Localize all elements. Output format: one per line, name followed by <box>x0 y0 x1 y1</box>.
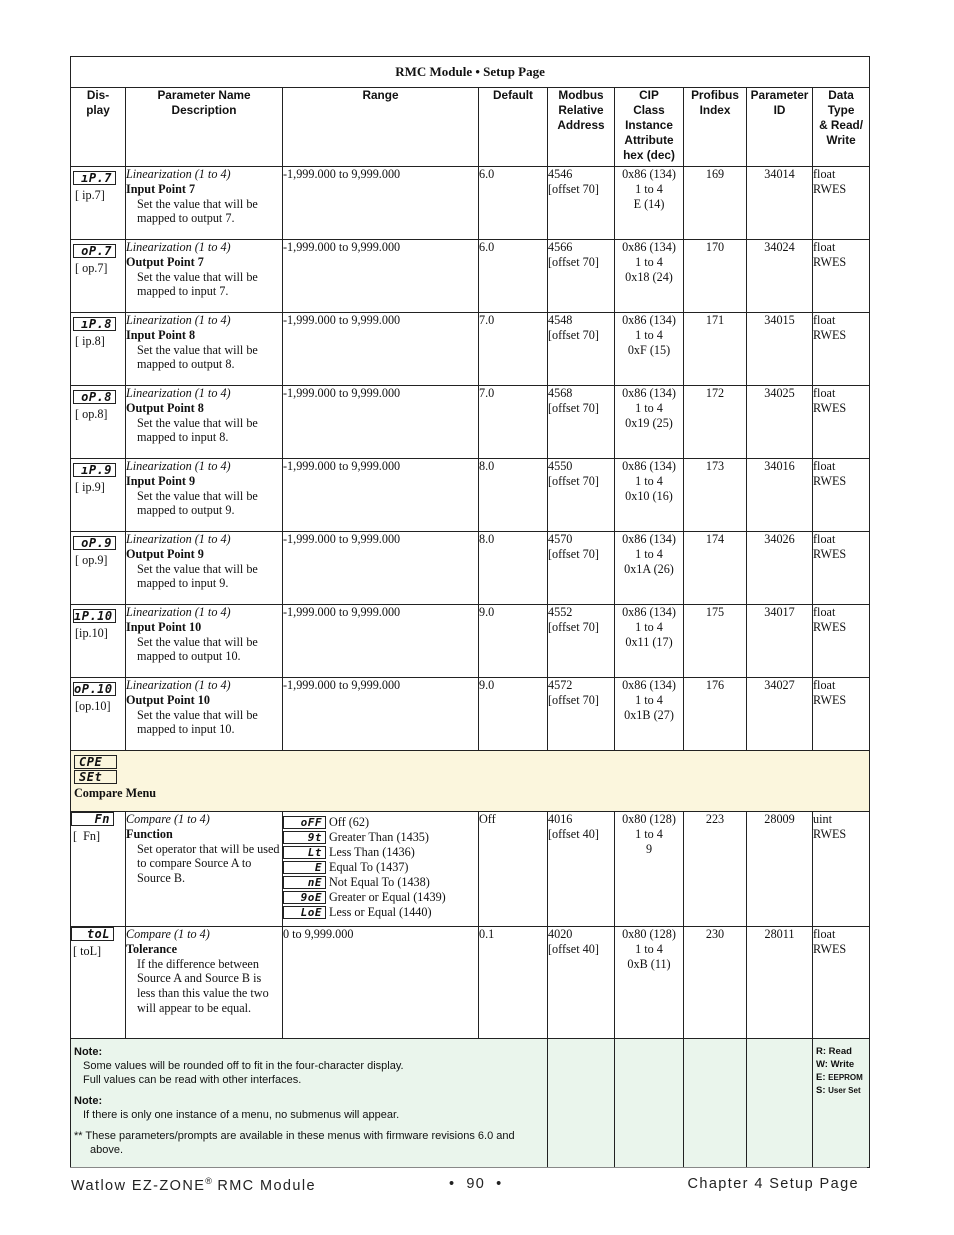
legend-value: EEPROM <box>828 1073 863 1082</box>
legend-cell <box>813 1039 870 1168</box>
table-row <box>71 313 870 386</box>
modbus-offset: [offset 40] <box>548 941 599 956</box>
parameter-group: Linearization (1 to 4) <box>126 605 231 619</box>
data-type: uint <box>813 812 832 826</box>
data-type-cell <box>813 927 870 1039</box>
notes-empty-cell <box>747 1039 813 1168</box>
note-text: Some values will be rounded off to fit in the four-character display. <box>83 1060 404 1072</box>
option-label: Equal To (1437) <box>329 860 409 875</box>
data-type-cell <box>813 812 870 927</box>
profibus-cell: 223 <box>684 812 747 927</box>
table-title: RMC Module • Setup Page <box>71 57 870 88</box>
modbus-cell <box>548 240 615 313</box>
footer-module: RMC Module <box>211 1177 316 1194</box>
parameter-description: Set the value that will be mapped to input 7. <box>137 269 258 299</box>
profibus-cell: 230 <box>684 927 747 1039</box>
parameter-cell <box>126 678 283 751</box>
param-id-cell: 34025 <box>747 386 813 459</box>
modbus-cell <box>548 927 615 1039</box>
parameter-name: Output Point 7 <box>126 254 204 269</box>
parameter-cell <box>126 167 283 240</box>
cip-attribute: 0x10 (16) <box>625 488 673 503</box>
parameter-description: Set the value that will be mapped to input 8. <box>137 415 258 445</box>
range-cell <box>283 812 479 927</box>
notes-empty-cell <box>548 1039 615 1168</box>
parameter-description: If the difference between Source A and Source B is less than this value the two will appear to be equal. <box>137 956 269 1015</box>
cip-instance: 1 to 4 <box>635 327 663 342</box>
data-type: float <box>813 678 836 692</box>
modbus-offset: [offset 70] <box>548 473 599 488</box>
header-range: Range <box>283 88 479 167</box>
function-option <box>283 815 478 830</box>
function-option <box>283 905 478 920</box>
cip-cell <box>615 812 684 927</box>
cip-attribute: 0x1A (26) <box>624 561 674 576</box>
range-cell: 0 to 9,999.000 <box>283 927 479 1039</box>
param-id-cell: 34027 <box>747 678 813 751</box>
table-row <box>71 459 870 532</box>
header-modbus: Modbus Relative Address <box>548 88 615 167</box>
cip-instance: 1 to 4 <box>635 826 663 841</box>
default-cell: 0.1 <box>479 927 548 1039</box>
modbus-address: 4548 <box>548 313 573 327</box>
legend-key: E: <box>816 1072 826 1083</box>
lcd-prompt: ıP.7 <box>73 171 116 185</box>
range-cell: -1,999.000 to 9,999.000 <box>283 167 479 240</box>
option-label: Greater Than (1435) <box>329 830 429 845</box>
default-cell: Off <box>479 812 548 927</box>
cip-instance: 1 to 4 <box>635 400 663 415</box>
param-id-cell: 34016 <box>747 459 813 532</box>
cip-instance: 1 to 4 <box>635 546 663 561</box>
footer-product: Watlow EZ-ZONE <box>71 1177 206 1194</box>
modbus-address: 4550 <box>548 459 573 473</box>
data-type-cell <box>813 678 870 751</box>
cip-class: 0x86 (134) <box>622 240 676 254</box>
profibus-cell: 173 <box>684 459 747 532</box>
modbus-offset: [offset 70] <box>548 400 599 415</box>
footer-chapter: Chapter 4 Setup Page <box>687 1176 859 1192</box>
function-option <box>283 875 478 890</box>
parameter-cell <box>126 240 283 313</box>
cip-attribute: 0x18 (24) <box>625 269 673 284</box>
cip-instance: 1 to 4 <box>635 692 663 707</box>
option-label: Greater or Equal (1439) <box>329 890 446 905</box>
option-lcd: E <box>283 861 326 874</box>
parameter-cell <box>126 386 283 459</box>
default-cell: 6.0 <box>479 240 548 313</box>
option-label: Not Equal To (1438) <box>329 875 430 890</box>
display-cell <box>71 927 126 1039</box>
option-lcd: 9oE <box>283 891 326 904</box>
modbus-cell <box>548 459 615 532</box>
profibus-cell: 171 <box>684 313 747 386</box>
profibus-cell: 176 <box>684 678 747 751</box>
function-option <box>283 845 478 860</box>
cip-instance: 1 to 4 <box>635 619 663 634</box>
cip-class: 0x86 (134) <box>622 678 676 692</box>
display-cell <box>71 812 126 927</box>
lcd-prompt: ıP.9 <box>73 463 116 477</box>
header-data-type: Data Type & Read/ Write <box>813 88 870 167</box>
table-row <box>71 167 870 240</box>
parameter-group: Linearization (1 to 4) <box>126 386 231 400</box>
parameter-cell <box>126 313 283 386</box>
range-cell: -1,999.000 to 9,999.000 <box>283 313 479 386</box>
modbus-cell <box>548 386 615 459</box>
table-row <box>71 605 870 678</box>
modbus-cell <box>548 678 615 751</box>
cip-cell <box>615 605 684 678</box>
display-cell <box>71 605 126 678</box>
default-cell: 8.0 <box>479 459 548 532</box>
parameter-cell <box>126 532 283 605</box>
menu-lcd-cpe: CPE <box>74 755 117 769</box>
note-heading: Note: <box>74 1046 103 1058</box>
parameter-name: Input Point 7 <box>126 181 196 196</box>
read-write: RWES <box>813 400 847 415</box>
function-option <box>283 860 478 875</box>
prompt-code: [ ip.7] <box>75 187 105 202</box>
prompt-code: [ op.9] <box>75 552 108 567</box>
data-type-cell <box>813 240 870 313</box>
read-write: RWES <box>813 327 847 342</box>
read-write: RWES <box>813 941 847 956</box>
cip-cell <box>615 313 684 386</box>
data-type: float <box>813 313 836 327</box>
range-cell: -1,999.000 to 9,999.000 <box>283 386 479 459</box>
header-name: Parameter Name Description <box>126 88 283 167</box>
cip-attribute: 0x19 (25) <box>625 415 673 430</box>
parameter-description: Set the value that will be mapped to input 9. <box>137 561 258 591</box>
note-text: above. <box>90 1144 124 1156</box>
parameter-description: Set the value that will be mapped to output 9. <box>137 488 258 518</box>
header-param-id: Parameter ID <box>747 88 813 167</box>
notes-cell <box>71 1039 548 1168</box>
modbus-offset: [offset 70] <box>548 692 599 707</box>
read-write: RWES <box>813 181 847 196</box>
parameter-name: Input Point 9 <box>126 473 196 488</box>
modbus-address: 4552 <box>548 605 573 619</box>
data-type-cell <box>813 386 870 459</box>
cip-class: 0x80 (128) <box>622 812 676 826</box>
modbus-address: 4568 <box>548 386 573 400</box>
profibus-cell: 170 <box>684 240 747 313</box>
parameter-group: Linearization (1 to 4) <box>126 167 231 181</box>
footer-rule <box>70 1167 867 1168</box>
range-cell: -1,999.000 to 9,999.000 <box>283 240 479 313</box>
option-lcd: oFF <box>283 816 326 829</box>
lcd-prompt: toL <box>71 927 114 941</box>
option-lcd: Lt <box>283 846 326 859</box>
default-cell: 7.0 <box>479 386 548 459</box>
lcd-prompt: oP.9 <box>73 536 116 550</box>
read-write: RWES <box>813 826 847 841</box>
display-cell <box>71 313 126 386</box>
parameter-cell <box>126 605 283 678</box>
compare-menu-cell <box>71 751 870 812</box>
parameter-name: Input Point 8 <box>126 327 196 342</box>
cip-cell <box>615 532 684 605</box>
notes-empty-cell <box>684 1039 747 1168</box>
modbus-cell <box>548 812 615 927</box>
data-type: float <box>813 459 836 473</box>
legend-key: R: <box>816 1046 827 1057</box>
compare-menu-row <box>71 751 870 812</box>
header-display: Dis- play <box>71 88 126 167</box>
range-cell: -1,999.000 to 9,999.000 <box>283 532 479 605</box>
param-id-cell: 34026 <box>747 532 813 605</box>
notes-empty-cell <box>615 1039 684 1168</box>
lcd-prompt: ıP.8 <box>73 317 116 331</box>
cip-class: 0x86 (134) <box>622 313 676 327</box>
param-id-cell: 28011 <box>747 927 813 1039</box>
modbus-offset: [offset 70] <box>548 181 599 196</box>
parameter-cell <box>126 927 283 1039</box>
cip-cell <box>615 386 684 459</box>
legend-key: S: <box>816 1085 826 1096</box>
parameter-group: Linearization (1 to 4) <box>126 459 231 473</box>
profibus-cell: 169 <box>684 167 747 240</box>
page-number: • 90 • <box>449 1176 503 1192</box>
profibus-cell: 172 <box>684 386 747 459</box>
parameter-group: Linearization (1 to 4) <box>126 240 231 254</box>
profibus-cell: 175 <box>684 605 747 678</box>
display-cell <box>71 532 126 605</box>
menu-lcd-set: SEt <box>74 770 117 784</box>
default-cell: 9.0 <box>479 605 548 678</box>
modbus-address: 4572 <box>548 678 573 692</box>
cip-attribute: 0xB (11) <box>627 956 671 971</box>
lcd-prompt: oP.8 <box>73 390 116 404</box>
prompt-code: [ ip.9] <box>75 479 105 494</box>
cip-class: 0x80 (128) <box>622 927 676 941</box>
data-type: float <box>813 386 836 400</box>
option-lcd: 9t <box>283 831 326 844</box>
data-type: float <box>813 240 836 254</box>
modbus-cell <box>548 605 615 678</box>
param-id-cell: 34024 <box>747 240 813 313</box>
header-default: Default <box>479 88 548 167</box>
param-id-cell: 28009 <box>747 812 813 927</box>
table-row-tolerance <box>71 927 870 1039</box>
modbus-cell <box>548 167 615 240</box>
cip-cell <box>615 240 684 313</box>
default-cell: 7.0 <box>479 313 548 386</box>
modbus-offset: [offset 40] <box>548 826 599 841</box>
parameter-name: Function <box>126 826 173 841</box>
data-type: float <box>813 167 836 181</box>
modbus-address: 4546 <box>548 167 573 181</box>
read-write: RWES <box>813 473 847 488</box>
data-type-cell <box>813 459 870 532</box>
lcd-prompt: ıP.10 <box>73 609 116 623</box>
cip-cell <box>615 459 684 532</box>
prompt-code: [ op.7] <box>75 260 108 275</box>
modbus-address: 4570 <box>548 532 573 546</box>
prompt-code: [ op.8] <box>75 406 108 421</box>
note-text: Full values can be read with other interfaces. <box>83 1074 302 1086</box>
range-cell: -1,999.000 to 9,999.000 <box>283 459 479 532</box>
data-type-cell <box>813 167 870 240</box>
header-profibus: Profibus Index <box>684 88 747 167</box>
parameter-cell <box>126 459 283 532</box>
cip-cell <box>615 678 684 751</box>
note-heading: Note: <box>74 1095 103 1107</box>
function-options <box>283 815 478 920</box>
cip-instance: 1 to 4 <box>635 181 663 196</box>
cip-attribute: 0x1B (27) <box>624 707 674 722</box>
legend-value: Read <box>828 1046 852 1057</box>
param-id-cell: 34015 <box>747 313 813 386</box>
registered-mark: ® <box>205 1176 212 1186</box>
option-lcd: nE <box>283 876 326 889</box>
parameter-group: Linearization (1 to 4) <box>126 313 231 327</box>
default-cell: 6.0 <box>479 167 548 240</box>
cip-class: 0x86 (134) <box>622 532 676 546</box>
display-cell <box>71 167 126 240</box>
data-type-cell <box>813 605 870 678</box>
range-cell: -1,999.000 to 9,999.000 <box>283 678 479 751</box>
note-text: ** These parameters/prompts are available in these menus with firmware revisions 6.0 and <box>74 1130 515 1142</box>
table-row <box>71 678 870 751</box>
parameter-name: Output Point 10 <box>126 692 210 707</box>
modbus-offset: [offset 70] <box>548 546 599 561</box>
legend-value: User Set <box>828 1086 861 1095</box>
cip-attribute: E (14) <box>633 196 665 211</box>
data-type: float <box>813 605 836 619</box>
cip-class: 0x86 (134) <box>622 167 676 181</box>
display-cell <box>71 240 126 313</box>
table-row <box>71 240 870 313</box>
legend-key: W: <box>816 1059 828 1070</box>
prompt-code: [ ip.8] <box>75 333 105 348</box>
param-id-cell: 34017 <box>747 605 813 678</box>
lcd-prompt: oP.10 <box>73 682 116 696</box>
prompt-code: [op.10] <box>75 698 111 713</box>
parameter-description: Set the value that will be mapped to output 10. <box>137 634 258 664</box>
read-write: RWES <box>813 254 847 269</box>
lcd-prompt: oP.7 <box>73 244 116 258</box>
cip-cell <box>615 927 684 1039</box>
read-write: RWES <box>813 546 847 561</box>
notes-row <box>71 1039 870 1168</box>
cip-attribute: 0x11 (17) <box>625 634 673 649</box>
option-lcd: LoE <box>283 906 326 919</box>
parameter-group: Linearization (1 to 4) <box>126 678 231 692</box>
modbus-address: 4020 <box>548 927 573 941</box>
parameter-name: Tolerance <box>126 941 177 956</box>
modbus-address: 4566 <box>548 240 573 254</box>
cip-instance: 1 to 4 <box>635 254 663 269</box>
read-write: RWES <box>813 619 847 634</box>
cip-class: 0x86 (134) <box>622 605 676 619</box>
parameter-name: Output Point 9 <box>126 546 204 561</box>
parameter-description: Set the value that will be mapped to input 10. <box>137 707 258 737</box>
lcd-prompt: Fn <box>71 812 114 826</box>
range-cell: -1,999.000 to 9,999.000 <box>283 605 479 678</box>
option-label: Off (62) <box>329 815 370 830</box>
parameter-description: Set the value that will be mapped to output 7. <box>137 196 258 226</box>
cip-instance: 1 to 4 <box>635 473 663 488</box>
setup-parameter-table <box>70 56 870 1168</box>
note-text: If there is only one instance of a menu, no submenus will appear. <box>83 1109 400 1121</box>
prompt-code: [ Fn] <box>73 828 101 843</box>
cip-attribute: 0xF (15) <box>627 342 671 357</box>
function-option <box>283 890 478 905</box>
option-label: Less or Equal (1440) <box>329 905 432 920</box>
footer-left <box>71 1176 316 1194</box>
parameter-name: Input Point 10 <box>126 619 202 634</box>
default-cell: 8.0 <box>479 532 548 605</box>
parameter-name: Output Point 8 <box>126 400 204 415</box>
prompt-code: [ toL] <box>73 943 102 958</box>
data-type: float <box>813 532 836 546</box>
display-cell <box>71 678 126 751</box>
modbus-cell <box>548 313 615 386</box>
parameter-group: Linearization (1 to 4) <box>126 532 231 546</box>
legend-value: Write <box>830 1059 855 1070</box>
default-cell: 9.0 <box>479 678 548 751</box>
modbus-cell <box>548 532 615 605</box>
function-option <box>283 830 478 845</box>
profibus-cell: 174 <box>684 532 747 605</box>
option-label: Less Than (1436) <box>329 845 415 860</box>
cip-cell <box>615 167 684 240</box>
header-row <box>71 88 870 167</box>
data-type-cell <box>813 313 870 386</box>
modbus-offset: [offset 70] <box>548 254 599 269</box>
cip-class: 0x86 (134) <box>622 386 676 400</box>
modbus-address: 4016 <box>548 812 573 826</box>
modbus-offset: [offset 70] <box>548 327 599 342</box>
display-cell <box>71 386 126 459</box>
cip-instance: 1 to 4 <box>635 941 663 956</box>
param-id-cell: 34014 <box>747 167 813 240</box>
header-cip: CIP Class Instance Attribute hex (dec) <box>615 88 684 167</box>
table-row-function <box>71 812 870 927</box>
prompt-code: [ip.10] <box>75 625 108 640</box>
read-write: RWES <box>813 692 847 707</box>
cip-class: 0x86 (134) <box>622 459 676 473</box>
table-row <box>71 532 870 605</box>
parameter-group: Compare (1 to 4) <box>126 927 210 941</box>
display-cell <box>71 459 126 532</box>
data-type-cell <box>813 532 870 605</box>
menu-name: Compare Menu <box>74 786 157 800</box>
parameter-cell <box>126 812 283 927</box>
data-type: float <box>813 927 836 941</box>
parameter-group: Compare (1 to 4) <box>126 812 210 826</box>
cip-attribute: 9 <box>645 841 653 856</box>
modbus-offset: [offset 70] <box>548 619 599 634</box>
parameter-description: Set operator that will be used to compare Source A to Source B. <box>137 841 280 886</box>
table-row <box>71 386 870 459</box>
parameter-description: Set the value that will be mapped to output 8. <box>137 342 258 372</box>
